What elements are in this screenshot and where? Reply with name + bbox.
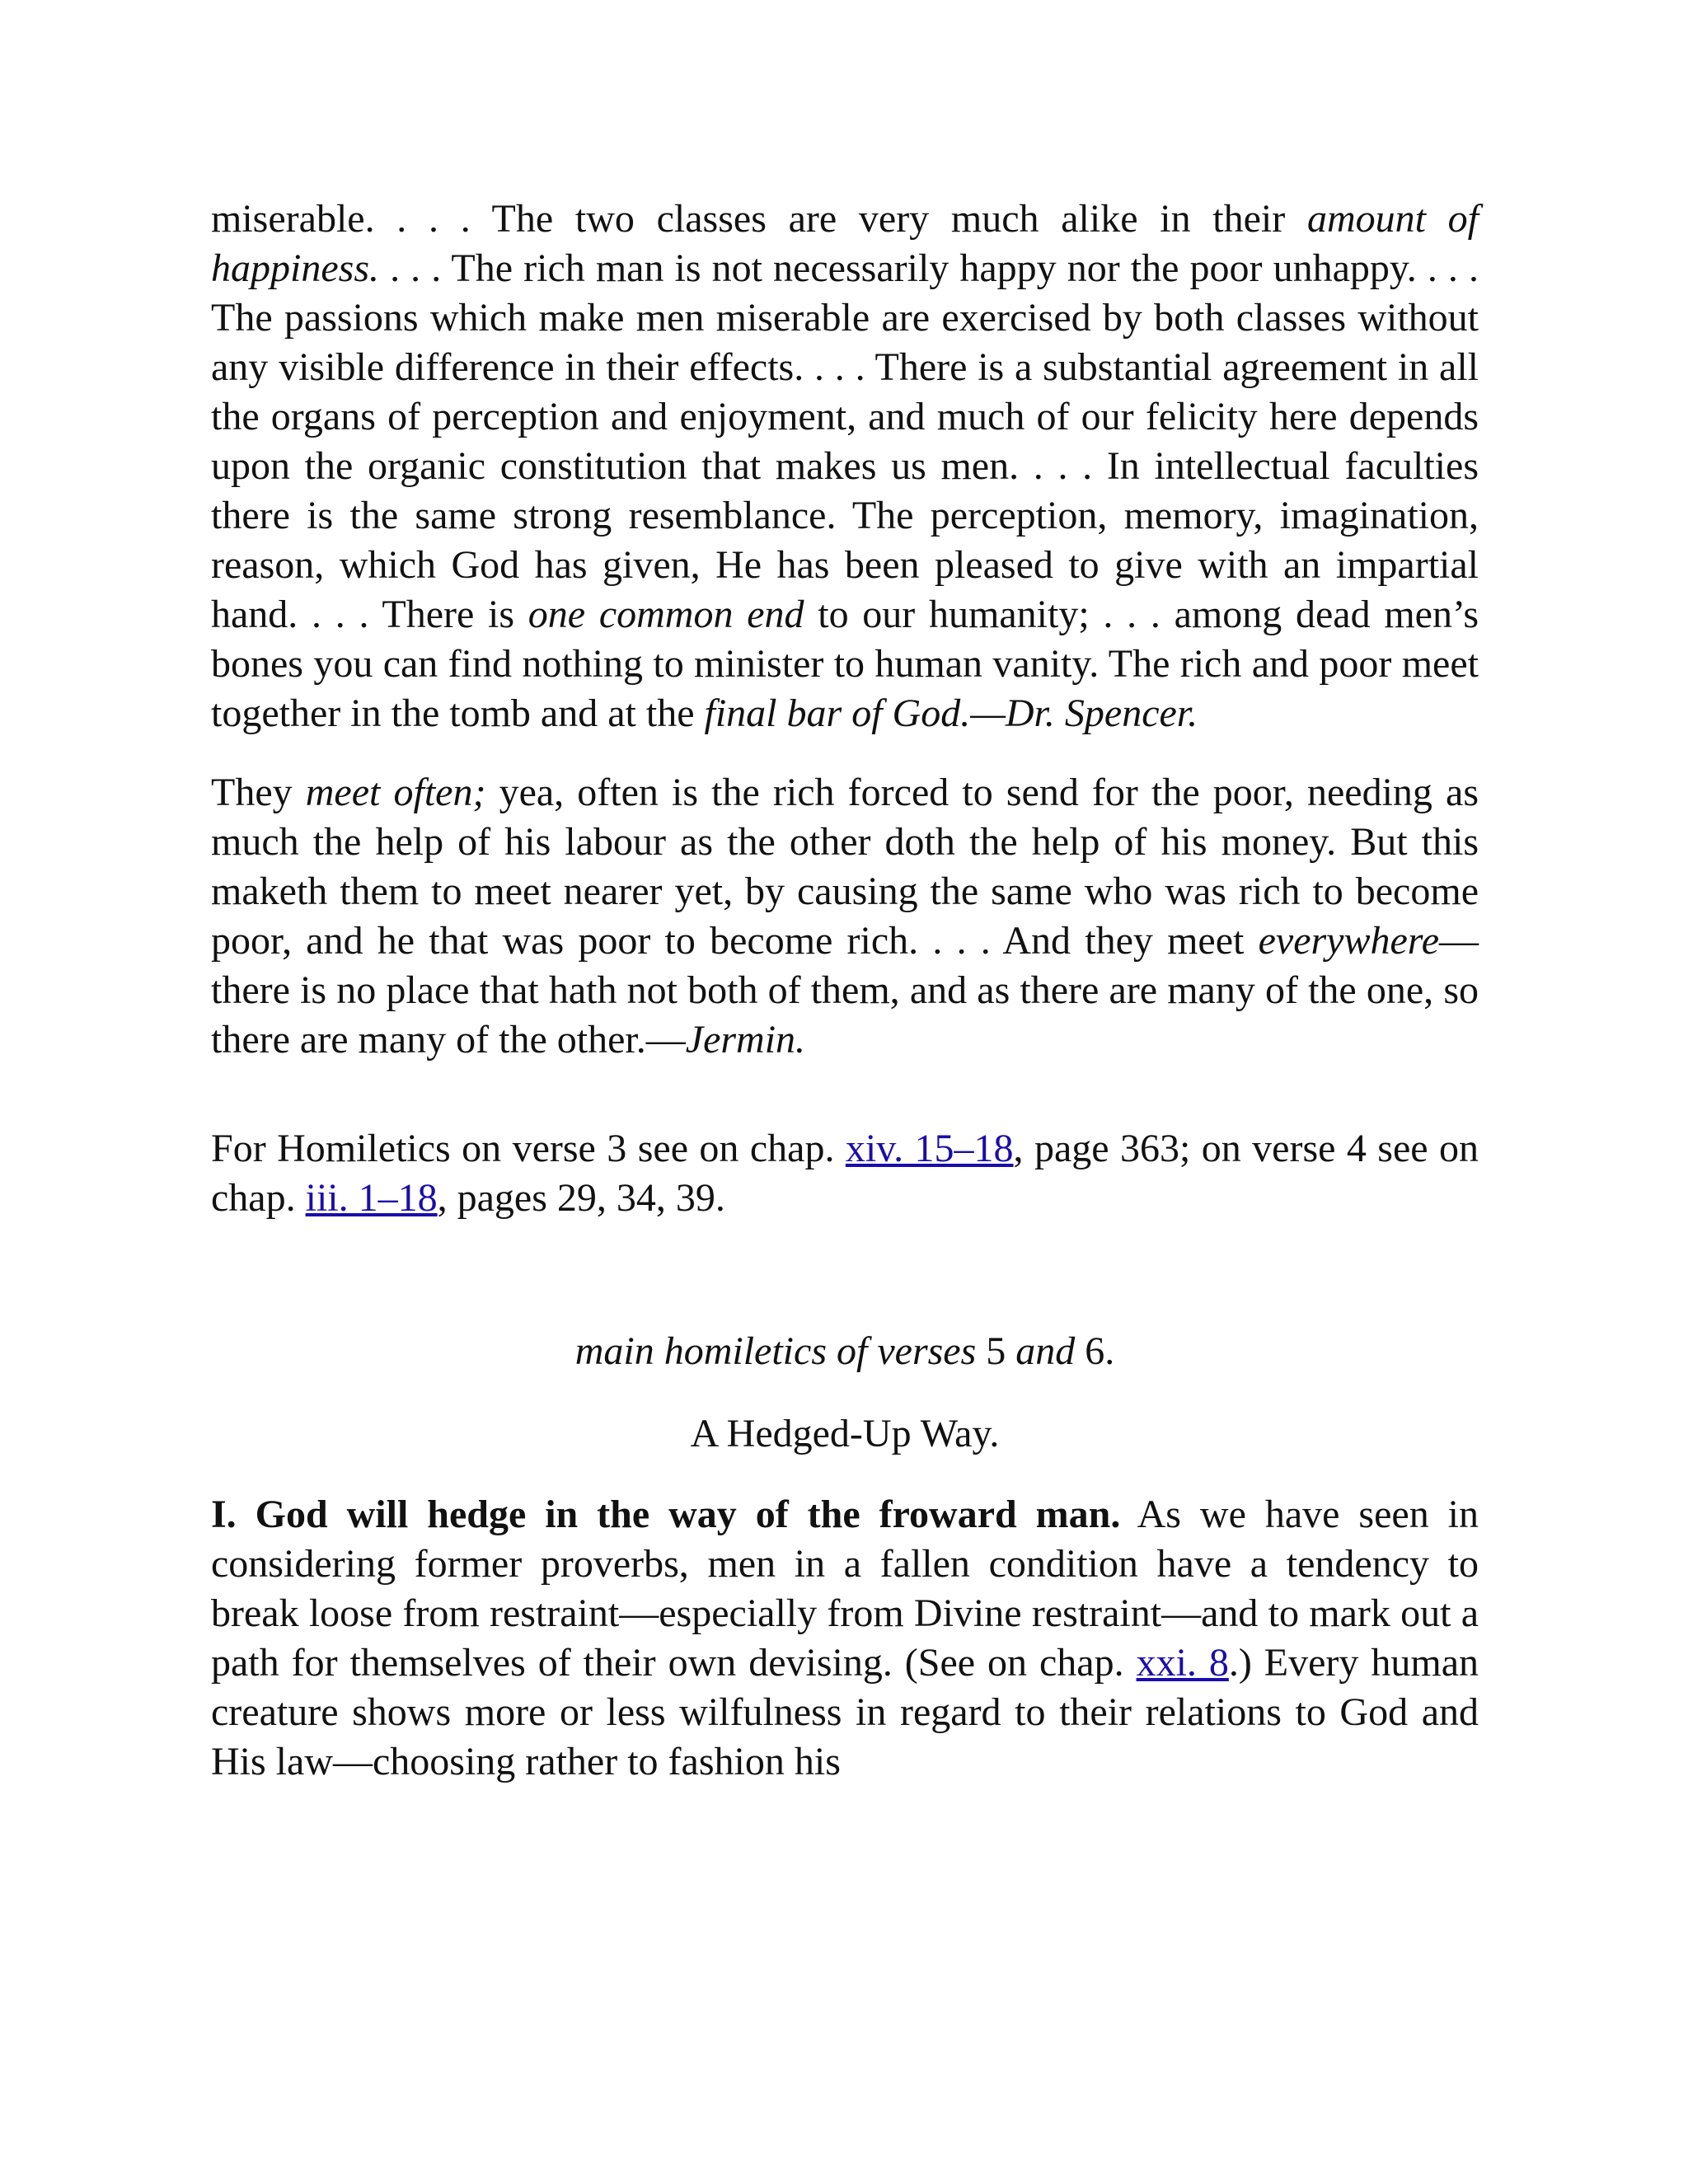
bold-point-heading: I. God will hedge in the way of the froward man. [211, 1493, 1121, 1536]
text-segment: , page 363; on verse 4 see on chap. [211, 1127, 1479, 1220]
link-xiv-15-18[interactable]: xiv. 15–18 [845, 1127, 1014, 1170]
heading-italic-text: and [1015, 1329, 1076, 1373]
emphasis-text: everywhere [1258, 919, 1439, 963]
heading-text: 6. [1075, 1329, 1115, 1373]
heading-text: 5 [976, 1329, 1016, 1373]
page-body [211, 194, 1479, 1787]
paragraph-jermin-quote [211, 768, 1479, 1065]
text-segment: For Homiletics on verse 3 see on chap. [211, 1127, 846, 1170]
emphasis-text: amount of happiness. [211, 197, 1479, 290]
text-segment: , pages 29, 34, 39. [437, 1176, 725, 1220]
text-segment: —there is no place that hath not both of them, and as there are many of the one, so there are many of the other.— [211, 919, 1479, 1062]
section-heading [211, 1327, 1479, 1376]
paragraph-homiletics-reference [211, 1124, 1479, 1223]
paragraph-spencer-quote [211, 194, 1479, 738]
text-segment: They [211, 771, 306, 814]
emphasis-text: Jermin. [685, 1018, 806, 1062]
section-title: A Hedged-Up Way. [690, 1412, 1000, 1455]
text-segment: As we have seen in considering former proverbs, men in a fallen condition have a tendency to break loose from restraint—especially from Divine restraint—and to mark out a path for themselves of their own devising. (See on chap. [211, 1493, 1479, 1685]
text-segment: .) Every human creature shows more or less wilfulness in regard to their relations to God and His law—choosing rather to fashion his [211, 1641, 1479, 1783]
paragraph-hedged-way [211, 1490, 1479, 1787]
link-iii-1-18[interactable]: iii. 1–18 [305, 1176, 438, 1220]
link-xxi-8[interactable]: xxi. 8 [1136, 1641, 1229, 1685]
emphasis-text: meet often; [305, 771, 486, 814]
text-segment: miserable. . . . The two classes are very much alike in their [211, 197, 1307, 241]
text-segment: to our humanity; . . . among dead men’s bones you can find nothing to minister to human vanity. The rich and poor meet together in the tomb and at the [211, 593, 1479, 735]
text-segment: yea, often is the rich forced to send for the poor, needing as much the help of his labour as the other doth the help of his money. But this maketh them to meet nearer yet, by causing the same who was rich to become poor, and he that was poor to become rich. . . . And they meet [211, 771, 1479, 963]
heading-italic-text: main homiletics of verses [574, 1329, 977, 1373]
emphasis-text: final bar of God.—Dr. Spencer. [704, 691, 1198, 735]
text-segment: . . . The rich man is not necessarily happy nor the poor unhappy. . . . The passions which make men miserable are exercised by both classes without any visible difference in their effects. . . . There is a substantial agreement in all the organs of perception and enjoyment, and much of our felicity here depends upon the organic constitution that makes us men. . . . In intellectual faculties there is the same strong resemblance. The perception, memory, imagination, reason, which God has given, He has been pleased to give with an impartial hand. . . . There is [211, 246, 1479, 636]
emphasis-text: one common end [528, 593, 804, 636]
